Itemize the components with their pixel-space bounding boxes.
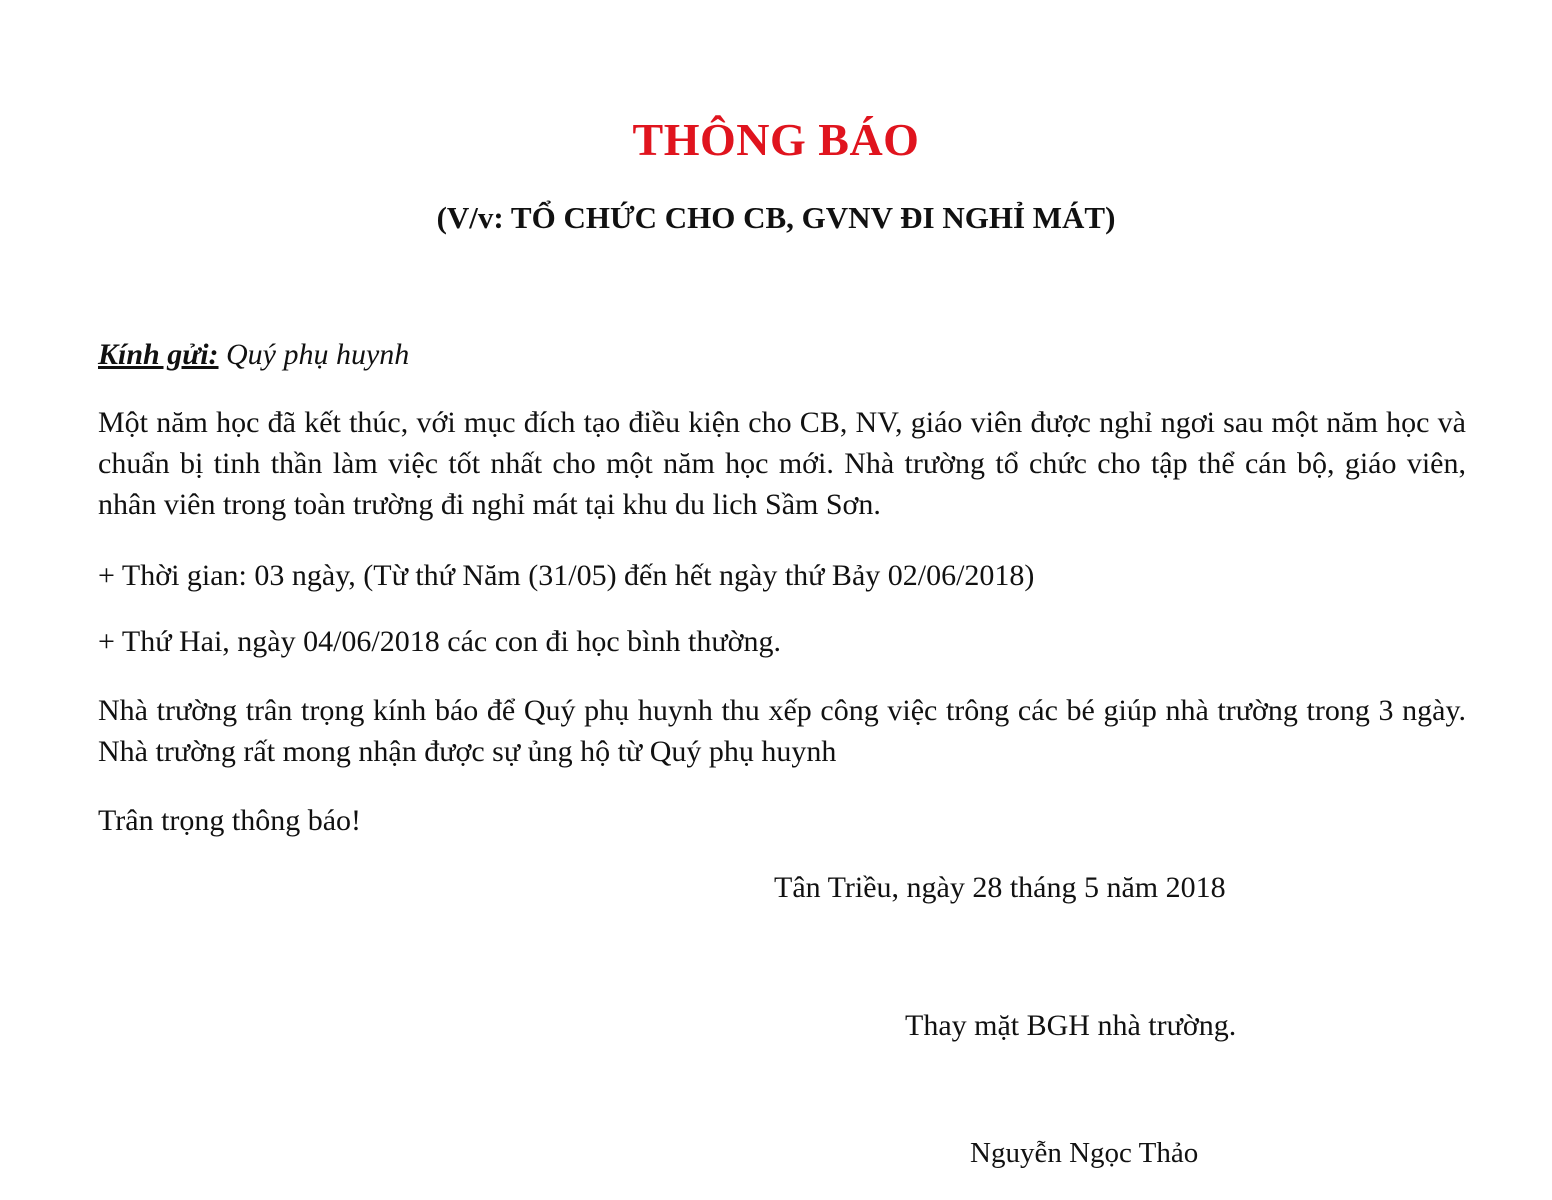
- item-monday: + Thứ Hai, ngày 04/06/2018 các con đi học bình thường.: [98, 625, 781, 658]
- salutation-label: Kính gửi:: [98, 338, 219, 371]
- salutation-value: Quý phụ huynh: [218, 338, 410, 371]
- notice-subtitle: (V/v: TỔ CHỨC CHO CB, GVNV ĐI NGHỈ MÁT): [436, 200, 1116, 235]
- on-behalf: Thay mặt BGH nhà trường.: [905, 1009, 1237, 1042]
- item-time: + Thời gian: 03 ngày, (Từ thứ Năm (31/05) đến hết ngày thứ Bảy 02/06/2018): [98, 559, 1035, 592]
- closing-line: Trân trọng thông báo!: [98, 804, 362, 837]
- salutation: [98, 335, 409, 375]
- signer-name: Nguyễn Ngọc Thảo: [970, 1137, 1199, 1169]
- place-date: Tân Triều, ngày 28 tháng 5 năm 2018: [774, 871, 1226, 904]
- paragraph-intro: Một năm học đã kết thúc, với mục đích tạo điều kiện cho CB, NV, giáo viên được nghỉ ngơi sau một năm học và chuẩn bị tinh thần làm việc tốt nhất cho một năm học mới. Nhà trường tổ chức cho tập thể cán bộ, giáo viên, nhân viên trong toàn trường đi nghỉ mát tại khu du lich Sầm Sơn.: [98, 406, 1466, 521]
- paragraph-request: Nhà trường trân trọng kính báo để Quý phụ huynh thu xếp công việc trông các bé giúp nhà trường trong 3 ngày. Nhà trường rất mong nhận được sự ủng hộ từ Quý phụ huynh: [98, 694, 1466, 768]
- notice-title: THÔNG BÁO: [632, 114, 920, 165]
